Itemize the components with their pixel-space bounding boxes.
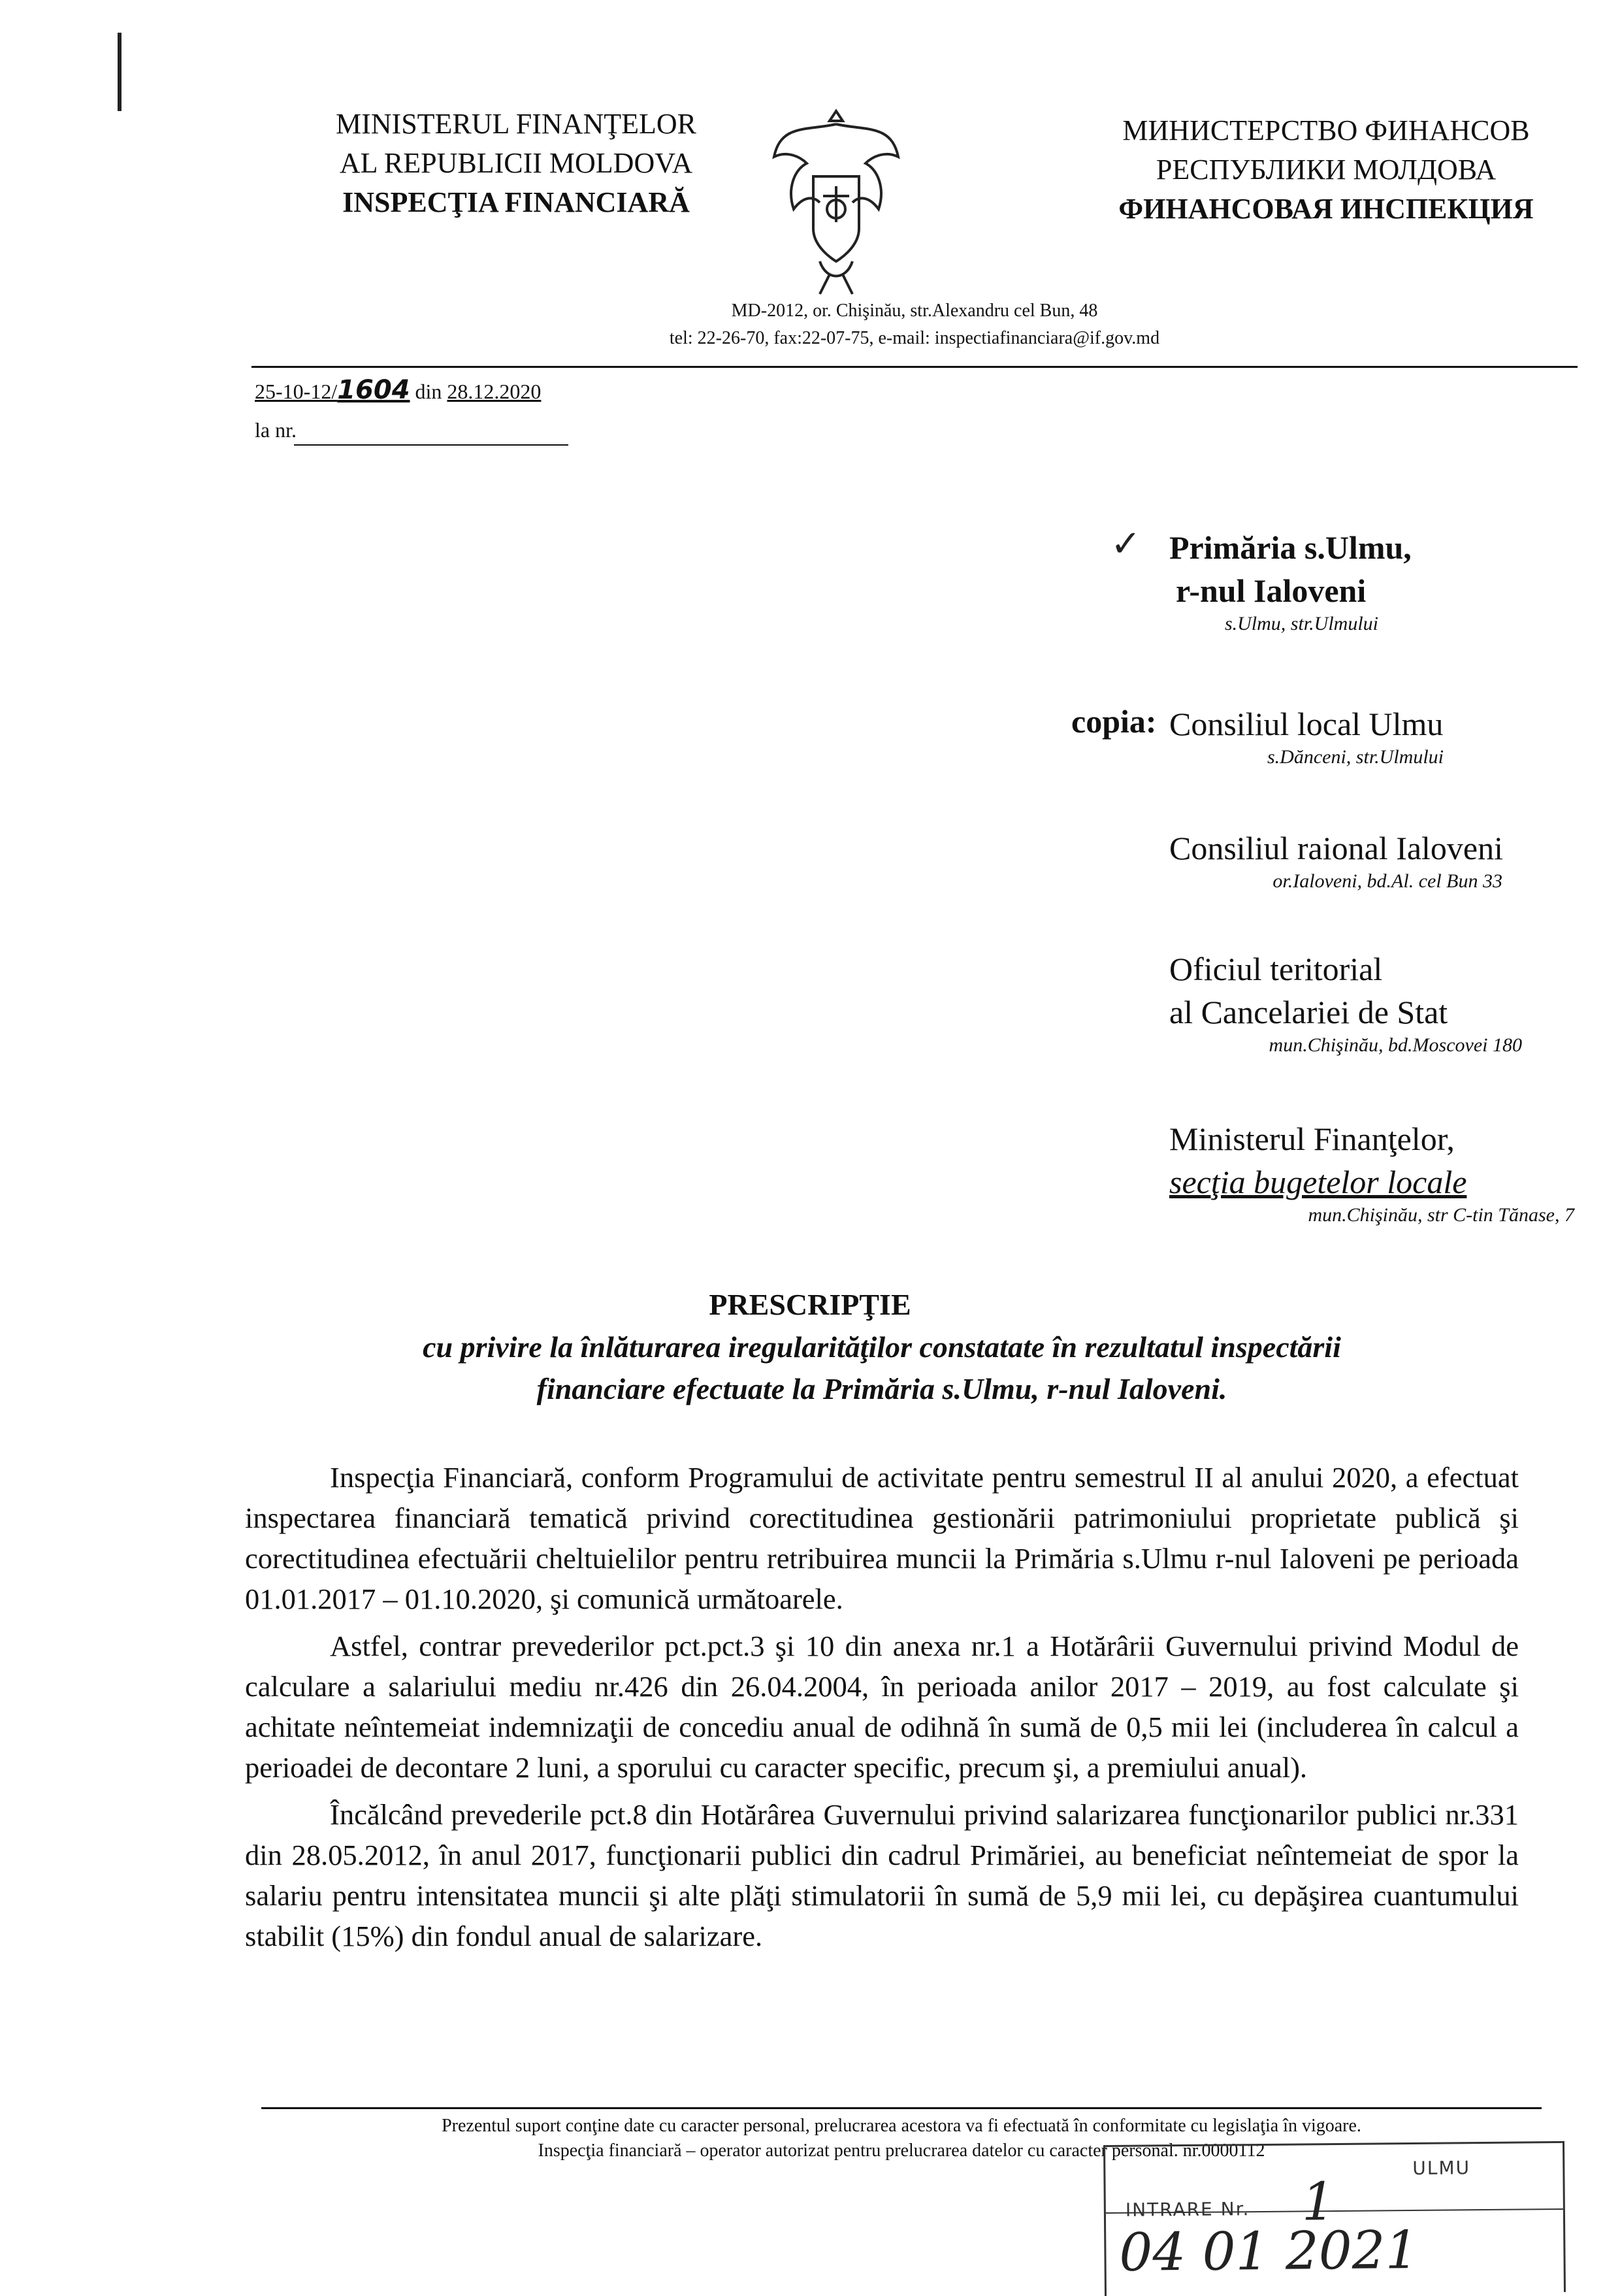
header-left-line1: MINISTERUL FINANŢELOR <box>336 108 696 140</box>
header-right-line1: МИНИСТЕРСТВО ФИНАНСОВ <box>1122 114 1530 146</box>
recipient-title-line: Consiliul raional Ialoveni <box>1169 830 1504 866</box>
registration-stamp <box>1103 2141 1566 2296</box>
ref-date: 28.12.2020 <box>447 380 542 403</box>
stamp-label: INTRARE Nr. <box>1125 2198 1250 2221</box>
recipient-primaria <box>1169 526 1574 636</box>
ref-din: din <box>415 380 442 403</box>
header-left <box>287 105 745 222</box>
recipient-address: s.Ulmu, str.Ulmului <box>1224 613 1378 634</box>
header-left-line2: AL REPUBLICII MOLDOVA <box>339 147 693 179</box>
stamp-number: 1 <box>1301 2171 1336 2233</box>
subtitle-line: cu privire la înlăturarea iregularităţilor constatate în rezultatul inspectării <box>423 1330 1341 1364</box>
la-nr-label: la nr. <box>255 418 297 442</box>
reference-number <box>255 376 541 406</box>
footer-line: Inspecţia financiară – operator autorizat pentru prelucrarea datelor cu caracter personal. nr.0000112 <box>538 2140 1265 2161</box>
recipient-ministerul <box>1169 1117 1574 1227</box>
address-block <box>457 297 1372 352</box>
body-paragraph: Astfel, contrar prevederilor pct.pct.3 şi 10 din anexa nr.1 a Hotărârii Guvernului privind Modul de calculare a salariului mediu nr.426 din 26.04.2004, în perioada anilor 2017 – 2019, au fost calculate şi achitate neîntemeiat indemnizaţii de concediu anual de odihnă în sumă de 0,5 mii lei (includerea în calcul a perioadei de decontare 2 luni, a sporului cu caracter specific, precum şi, a premiului anual). <box>245 1630 1519 1784</box>
recipient-title-line: secţia bugetelor locale <box>1169 1164 1467 1200</box>
copia-label: copia: <box>1071 703 1157 740</box>
document-subtitle <box>261 1326 1502 1410</box>
footer-line: Prezentul suport conţine date cu caracter personal, prelucrarea acestora va fi efectuată în conformitate cu legislaţia în vigoare. <box>442 2116 1361 2136</box>
recipient-title-line: Ministerul Finanţelor, <box>1169 1121 1455 1157</box>
recipient-title-line: Consiliul local Ulmu <box>1169 706 1444 742</box>
recipient-address: mun.Chişinău, bd.Moscovei 180 <box>1269 1034 1522 1056</box>
stamp-date: 04 01 2021 <box>1119 2219 1419 2283</box>
recipient-address: mun.Chişinău, str C-tin Tănase, 7 <box>1308 1204 1574 1226</box>
header-right-line2: РЕСПУБЛИКИ МОЛДОВА <box>1156 154 1497 186</box>
coat-of-arms-icon <box>768 98 905 307</box>
ref-prefix: 25-10-12/ <box>255 380 338 403</box>
footer-divider <box>261 2107 1542 2109</box>
la-nr-line <box>294 444 568 446</box>
check-mark-icon: ✓ <box>1110 523 1141 565</box>
document-body <box>245 1457 1519 1963</box>
contacts-line: tel: 22-26-70, fax:22-07-75, e-mail: inspectiafinanciara@if.gov.md <box>669 328 1160 348</box>
stamp-partial-text: ULMU <box>1412 2157 1471 2179</box>
document-title: PRESCRIPŢIE <box>709 1288 911 1321</box>
recipient-consiliul-raional <box>1169 827 1574 893</box>
header-divider <box>251 366 1578 368</box>
body-paragraph: Încălcând prevederile pct.8 din Hotărârea Guvernului privind salarizarea funcţionarilor publici nr.331 din 28.05.2012, în anul 2017, funcţionarii publici din cadrul Primăriei, au beneficiat neîntemeiat de spor la salariu pentru intensitatea muncii şi alte plăţi stimulatorii în sumă de 5,9 mii lei, cu depăşirea cuantumului stabilit (15%) din fondul anual de salarizare. <box>245 1798 1519 1952</box>
recipient-title-line: al Cancelariei de Stat <box>1169 994 1448 1030</box>
recipient-title-line: Oficiul teritorial <box>1169 951 1383 987</box>
address-line: MD-2012, or. Chişinău, str.Alexandru cel Bun, 48 <box>731 301 1098 321</box>
body-paragraph: Inspecţia Financiară, conform Programului de activitate pentru semestrul II al anului 2020, a efectuat inspectarea financiară tematică privind corectitudinea gestionării patrimoniului proprietate publică şi corectitudinea efectuării cheltuielilor pentru retribuirea muncii la Primăria s.Ulmu r-nul Ialoveni pe perioada 01.01.2017 – 01.10.2020, şi comunică următoarele. <box>245 1461 1519 1615</box>
recipient-address: s.Dănceni, str.Ulmului <box>1267 746 1444 768</box>
recipient-cancelaria <box>1169 947 1574 1057</box>
header-left-line3: INSPECŢIA FINANCIARĂ <box>342 186 690 218</box>
ref-handwritten: 1604 <box>337 375 410 405</box>
subtitle-line: financiare efectuate la Primăria s.Ulmu, r-nul Ialoveni. <box>536 1372 1227 1405</box>
recipient-title-line: Primăria s.Ulmu, <box>1169 529 1412 566</box>
recipient-title-line: r-nul Ialoveni <box>1176 572 1367 609</box>
recipient-address: or.Ialoveni, bd.Al. cel Bun 33 <box>1272 870 1502 892</box>
recipient-consiliul-local <box>1169 702 1574 769</box>
margin-mark <box>118 33 122 111</box>
header-right <box>1071 111 1581 229</box>
header-right-line3: ФИНАНСОВАЯ ИНСПЕКЦИЯ <box>1118 193 1534 225</box>
